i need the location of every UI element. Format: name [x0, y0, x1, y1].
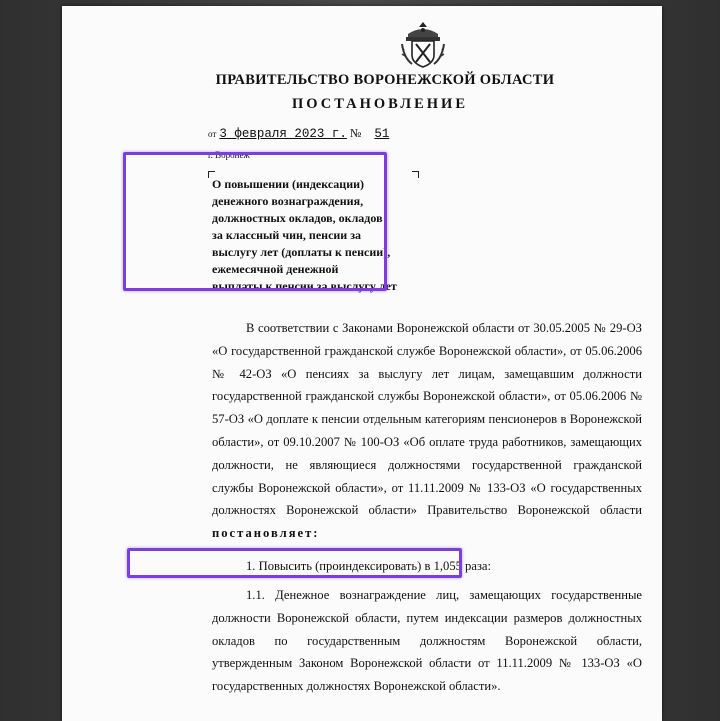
document-date: 3 февраля 2023 г.	[219, 127, 347, 141]
document-page	[62, 6, 662, 721]
highlight-box-item-1	[127, 548, 462, 578]
highlight-box-subject	[123, 152, 387, 291]
date-prefix: от	[208, 129, 217, 139]
document-type: ПОСТАНОВЛЕНИЕ	[291, 96, 468, 112]
item-1-1-paragraph: 1.1. Денежное вознаграждение лиц, замещающих государственные должности Воронежской области, путем индексации размеров должностных окладов по государственным должностям Воронежской области, утвержденным Законом Воронежской области от 11.11.2009 № 133-ОЗ «О государственных должностях Воронежской области».	[212, 588, 642, 694]
preamble-paragraph	[212, 317, 642, 545]
resolves-word: постановляет:	[212, 526, 320, 541]
subject-line: за классный чин, пенсии за	[212, 228, 362, 242]
city: г. Воронеж	[208, 150, 250, 160]
date-number-line	[208, 126, 409, 141]
item-1: 1. Повысить (проиндексировать) в 1,055 раза:	[246, 559, 492, 573]
number-prefix: №	[349, 126, 362, 140]
subject-line: выплаты к пенсии за выслугу лет	[212, 279, 397, 293]
subject-line: денежного вознаграждения,	[212, 194, 364, 208]
subject-line: ежемесячной денежной	[212, 262, 339, 276]
coat-of-arms-icon	[400, 20, 446, 70]
government-title: ПРАВИТЕЛЬСТВО ВОРОНЕЖСКОЙ ОБЛАСТИ	[215, 72, 555, 88]
subject-line: выслугу лет (доплаты к пенсии),	[212, 245, 391, 259]
preamble-text: В соответствии с Законами Воронежской области от 30.05.2005 № 29-ОЗ «О государственной гражданской службе Воронежской области», от 05.06.2006 № 42-ОЗ «О пенсиях за выслугу лет лицам, замещавшим должности государственной гражданской службы Воронежской области», от 05.06.2006 № 57-ОЗ «О доплате к пенсии отдельным категориям пенсионеров в Воронежской области», от 09.10.2007 № 100-ОЗ «Об оплате труда работников, замещающих должности, не являющиеся должностями государственной гражданской службы Воронежской области», от 11.11.2009 № 133-ОЗ «О государственных должностях Воронежской области» Правительство Воронежской области	[212, 321, 642, 518]
document-number: 51	[374, 127, 390, 141]
subject-line: О повышении (индексации)	[212, 177, 365, 191]
subject-line: должностных окладов, окладов	[212, 211, 383, 225]
